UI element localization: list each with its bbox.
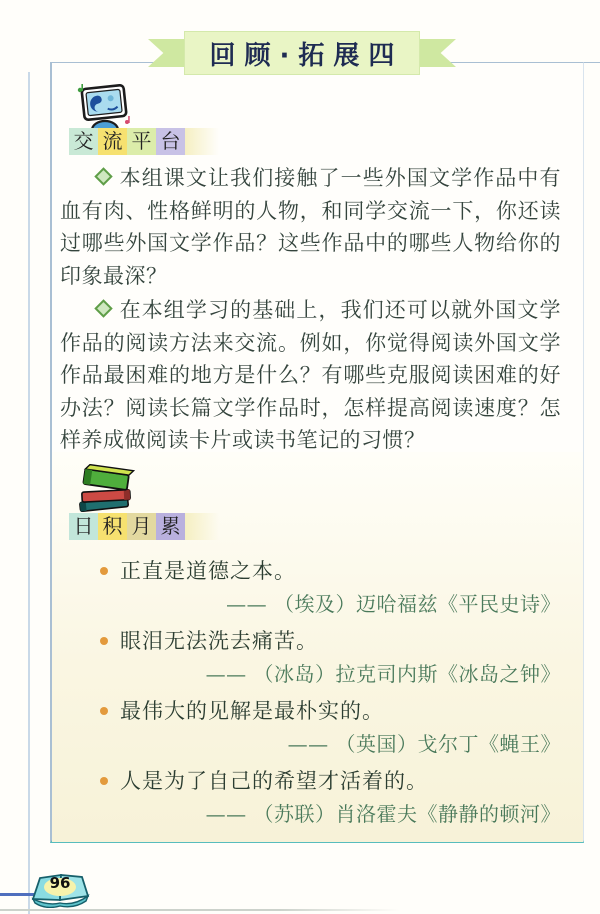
section-heading-platform [69, 128, 219, 155]
heading-char: 交 [69, 128, 98, 155]
diamond-bullet-icon [94, 167, 112, 185]
quote-item [100, 695, 561, 761]
heading-char: 积 [98, 513, 127, 540]
quote-text: 正直是道德之本。 [120, 559, 296, 583]
dot-bullet-icon [100, 707, 108, 715]
quote-text: 人是为了自己的希望才活着的。 [120, 769, 428, 793]
page-number: 96 [49, 874, 71, 892]
heading-char: 台 [156, 128, 185, 155]
books-stack-icon [74, 464, 140, 516]
dot-bullet-icon [100, 637, 108, 645]
frame-top-line-extension [584, 62, 600, 63]
platform-paragraph-2 [60, 294, 561, 457]
paragraph-text: 本组课文让我们接触了一些外国文学作品中有血有肉、性格鲜明的人物，和同学交流一下，你还读过哪些外国文学作品？这些作品中的哪些人物给你的印象最深？ [60, 166, 561, 288]
paragraph-text: 在本组学习的基础上，我们还可以就外国文学作品的阅读方法来交流。例如，你觉得阅读外国文学作品最困难的地方是什么？有哪些克服阅读困难的好办法？阅读长篇文学作品时，怎样提高阅读速度？怎样养成做阅读卡片或读书笔记的习惯？ [60, 298, 561, 452]
quote-attribution: —— （冰岛）拉克司内斯《冰岛之钟》 [205, 662, 561, 686]
dot-bullet-icon [100, 567, 108, 575]
section-heading-accumulation [69, 513, 219, 540]
quote-item [100, 555, 561, 621]
heading-char: 流 [98, 128, 127, 155]
page-bottom-edge [0, 909, 400, 911]
quote-item [100, 765, 561, 831]
ribbon-body [184, 31, 420, 75]
quote-text: 眼泪无法洗去痛苦。 [120, 629, 318, 653]
heading-char: 月 [127, 513, 156, 540]
page-title: 回顾·拓展四 [209, 40, 404, 71]
quote-text: 最伟大的见解是最朴实的。 [120, 699, 384, 723]
quote-attribution: —— （英国）戈尔丁《蝇王》 [287, 732, 561, 756]
quote-item [100, 625, 561, 691]
dot-bullet-icon [100, 777, 108, 785]
page-number-marker [30, 866, 92, 908]
page-edge-line [28, 72, 30, 914]
heading-char: 累 [156, 513, 185, 540]
platform-paragraph-1 [60, 162, 561, 292]
quote-attribution: —— （埃及）迈哈福兹《平民史诗》 [226, 592, 561, 616]
heading-char: 日 [69, 513, 98, 540]
quote-attribution: —— （苏联）肖洛霍夫《静静的顿河》 [205, 802, 561, 826]
diamond-bullet-icon [94, 299, 112, 317]
heading-char: 平 [127, 128, 156, 155]
banner-ribbon [148, 31, 456, 75]
quotes-list [100, 555, 561, 835]
